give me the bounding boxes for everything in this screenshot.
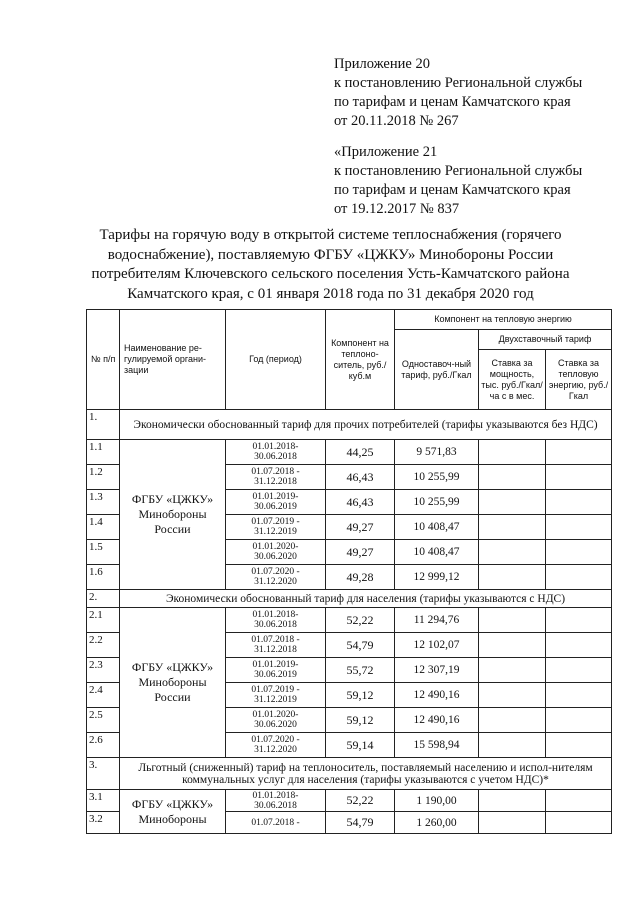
tariff-table xyxy=(86,309,612,834)
period-start: 01.07.2018 - xyxy=(251,635,300,645)
energy-rate-cell xyxy=(546,565,612,590)
row-num: 1.3 xyxy=(87,490,120,515)
appendix-line: Приложение 20 xyxy=(334,56,430,72)
energy-rate-cell xyxy=(546,683,612,708)
one-part-value: 10 255,99 xyxy=(395,490,479,515)
carrier-value: 54,79 xyxy=(326,633,395,658)
period-end: 31.12.2020 xyxy=(254,745,297,755)
carrier-value: 52,22 xyxy=(326,608,395,633)
title-line: Тарифы на горячую воду в открытой системе теплоснабжения (горячего xyxy=(99,227,562,243)
power-rate-cell xyxy=(479,683,546,708)
appendix-line: от 19.12.2017 № 837 xyxy=(334,201,460,217)
carrier-value: 44,25 xyxy=(326,440,395,465)
period-cell xyxy=(226,790,326,812)
row-num: 1.5 xyxy=(87,540,120,565)
period-cell xyxy=(226,658,326,683)
period-end: 31.12.2019 xyxy=(254,527,297,537)
org-name: ФГБУ «ЦЖКУ» Минобороны xyxy=(120,790,226,834)
row-num: 2.4 xyxy=(87,683,120,708)
carrier-value: 46,43 xyxy=(326,465,395,490)
table-row xyxy=(87,790,612,812)
one-part-value: 12 999,12 xyxy=(395,565,479,590)
appendix-line: к постановлению Региональной службы xyxy=(334,75,583,91)
period-cell xyxy=(226,465,326,490)
energy-rate-cell xyxy=(546,633,612,658)
period-end: 31.12.2020 xyxy=(254,577,297,587)
title-line: Камчатского края, с 01 января 2018 года по 31 декабря 2020 год xyxy=(127,285,534,302)
power-rate-cell xyxy=(479,708,546,733)
section-num: 3. xyxy=(87,758,120,790)
header-energy-rate: Ставка за тепловую энергию, руб./Гкал xyxy=(546,350,612,410)
section-title: Экономически обоснованный тариф для прочих потребителей (тарифы указываются без НДС) xyxy=(120,410,612,440)
energy-rate-cell xyxy=(546,708,612,733)
section-num: 1. xyxy=(87,410,120,440)
power-rate-cell xyxy=(479,465,546,490)
period-start: 01.01.2018- xyxy=(252,610,299,620)
energy-rate-cell xyxy=(546,733,612,758)
table-row xyxy=(87,608,612,633)
one-part-value: 9 571,83 xyxy=(395,440,479,465)
one-part-value: 15 598,94 xyxy=(395,733,479,758)
period-start: 01.07.2020 - xyxy=(251,735,300,745)
period-start: 01.07.2019 - xyxy=(251,517,300,527)
period-cell xyxy=(226,733,326,758)
power-rate-cell xyxy=(479,565,546,590)
power-rate-cell xyxy=(479,490,546,515)
period-end: 30.06.2018 xyxy=(254,452,297,462)
one-part-value: 1 260,00 xyxy=(395,812,479,834)
carrier-value: 52,22 xyxy=(326,790,395,812)
carrier-value: 55,72 xyxy=(326,658,395,683)
one-part-value: 12 490,16 xyxy=(395,683,479,708)
period-end: 30.06.2018 xyxy=(254,800,297,811)
table-row xyxy=(87,440,612,465)
carrier-value: 49,27 xyxy=(326,540,395,565)
period-start: 01.01.2020- xyxy=(252,542,299,552)
row-num: 2.1 xyxy=(87,608,120,633)
period-start: 01.01.2018- xyxy=(252,790,299,801)
period-start: 01.01.2019- xyxy=(252,660,299,670)
period-start: 01.07.2020 - xyxy=(251,567,300,577)
period-start: 01.07.2018 - xyxy=(251,817,300,828)
period-cell xyxy=(226,683,326,708)
energy-rate-cell xyxy=(546,465,612,490)
header-power-rate: Ставка за мощность, тыс. руб./Гкал/ча с в мес. xyxy=(479,350,546,410)
header-period: Год (период) xyxy=(226,310,326,410)
one-part-value: 10 255,99 xyxy=(395,465,479,490)
section-row xyxy=(87,590,612,608)
row-num: 1.1 xyxy=(87,440,120,465)
carrier-value: 59,14 xyxy=(326,733,395,758)
period-end: 31.12.2018 xyxy=(254,645,297,655)
header-one-part: Одноставоч-ный тариф, руб./Гкал xyxy=(395,330,479,410)
row-num: 2.6 xyxy=(87,733,120,758)
one-part-value: 10 408,47 xyxy=(395,515,479,540)
one-part-value: 12 102,07 xyxy=(395,633,479,658)
period-end: 30.06.2019 xyxy=(254,502,297,512)
period-start: 01.07.2018 - xyxy=(251,467,300,477)
period-end: 30.06.2020 xyxy=(254,552,297,562)
appendix-line: «Приложение 21 xyxy=(334,144,438,160)
one-part-value: 12 307,19 xyxy=(395,658,479,683)
one-part-value: 1 190,00 xyxy=(395,790,479,812)
energy-rate-cell xyxy=(546,540,612,565)
energy-rate-cell xyxy=(546,440,612,465)
section-title: Льготный (сниженный) тариф на теплоноситель, поставляемый населению и испол-нителям коммунальных услуг для населения (тарифы указываются с учетом НДС)* xyxy=(120,758,612,790)
section-row xyxy=(87,410,612,440)
header-org: Наименование ре-гулируемой органи-зации xyxy=(120,310,226,410)
power-rate-cell xyxy=(479,608,546,633)
row-num: 1.4 xyxy=(87,515,120,540)
row-num: 1.6 xyxy=(87,565,120,590)
energy-rate-cell xyxy=(546,790,612,812)
carrier-value: 46,43 xyxy=(326,490,395,515)
row-num: 2.3 xyxy=(87,658,120,683)
row-num: 3.1 xyxy=(87,790,120,812)
period-cell xyxy=(226,490,326,515)
one-part-value: 10 408,47 xyxy=(395,540,479,565)
appendix-line: к постановлению Региональной службы xyxy=(334,163,583,179)
period-cell xyxy=(226,608,326,633)
period-end: 30.06.2018 xyxy=(254,620,297,630)
period-end: 30.06.2019 xyxy=(254,670,297,680)
appendix-line: по тарифам и ценам Камчатского края xyxy=(334,94,571,110)
power-rate-cell xyxy=(479,633,546,658)
energy-rate-cell xyxy=(546,812,612,834)
period-cell xyxy=(226,515,326,540)
header-energy: Компонент на тепловую энергию xyxy=(395,310,612,330)
header-num: № п/п xyxy=(87,310,120,410)
power-rate-cell xyxy=(479,733,546,758)
row-num: 2.5 xyxy=(87,708,120,733)
period-end: 30.06.2020 xyxy=(254,720,297,730)
one-part-value: 12 490,16 xyxy=(395,708,479,733)
period-end: 31.12.2018 xyxy=(254,477,297,487)
period-start: 01.01.2018- xyxy=(252,442,299,452)
period-cell xyxy=(226,812,326,834)
section-row xyxy=(87,758,612,790)
period-cell xyxy=(226,440,326,465)
row-num: 3.2 xyxy=(87,812,120,834)
title-line: потребителям Ключевского сельского поселения Усть-Камчатского района xyxy=(91,266,570,282)
row-num: 2.2 xyxy=(87,633,120,658)
org-name: ФГБУ «ЦЖКУ» Минобороны России xyxy=(120,440,226,590)
carrier-value: 54,79 xyxy=(326,812,395,834)
period-start: 01.01.2020- xyxy=(252,710,299,720)
period-cell xyxy=(226,708,326,733)
power-rate-cell xyxy=(479,540,546,565)
power-rate-cell xyxy=(479,515,546,540)
carrier-value: 59,12 xyxy=(326,708,395,733)
power-rate-cell xyxy=(479,812,546,834)
section-num: 2. xyxy=(87,590,120,608)
power-rate-cell xyxy=(479,440,546,465)
period-cell xyxy=(226,565,326,590)
header-two-part: Двухставочный тариф xyxy=(479,330,612,350)
appendix-line: по тарифам и ценам Камчатского края xyxy=(334,182,571,198)
power-rate-cell xyxy=(479,658,546,683)
period-start: 01.01.2019- xyxy=(252,492,299,502)
appendix-21-block xyxy=(334,143,582,219)
header-carrier: Компонент на теплоно-ситель, руб./куб.м xyxy=(326,310,395,410)
carrier-value: 49,28 xyxy=(326,565,395,590)
period-end: 31.12.2019 xyxy=(254,695,297,705)
appendix-line: от 20.11.2018 № 267 xyxy=(334,113,459,129)
org-name: ФГБУ «ЦЖКУ» Минобороны России xyxy=(120,608,226,758)
period-cell xyxy=(226,540,326,565)
document-title xyxy=(78,226,583,304)
appendix-20-block xyxy=(334,55,582,131)
energy-rate-cell xyxy=(546,490,612,515)
row-num: 1.2 xyxy=(87,465,120,490)
carrier-value: 59,12 xyxy=(326,683,395,708)
power-rate-cell xyxy=(479,790,546,812)
period-cell xyxy=(226,633,326,658)
period-start: 01.07.2019 - xyxy=(251,685,300,695)
energy-rate-cell xyxy=(546,608,612,633)
carrier-value: 49,27 xyxy=(326,515,395,540)
section-title: Экономически обоснованный тариф для населения (тарифы указываются с НДС) xyxy=(120,590,612,608)
one-part-value: 11 294,76 xyxy=(395,608,479,633)
energy-rate-cell xyxy=(546,658,612,683)
title-line: водоснабжение), поставляемую ФГБУ «ЦЖКУ» Минобороны России xyxy=(107,246,554,263)
energy-rate-cell xyxy=(546,515,612,540)
